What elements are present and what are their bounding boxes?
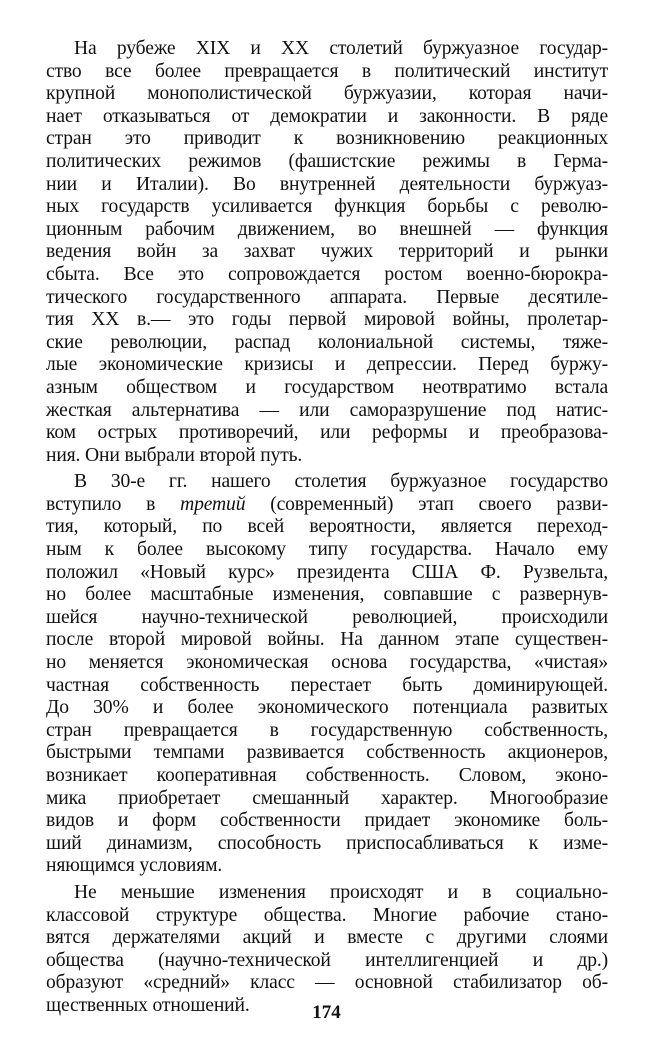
text-line: До 30% и более экономического потенциала развитых	[46, 697, 608, 719]
text-line-with-italic	[46, 494, 608, 517]
body-text	[46, 38, 608, 1022]
paragraph-1	[46, 38, 608, 467]
text-line: мика приобретает смешанный характер. Многообразие	[46, 787, 608, 809]
italic-term: третий	[180, 493, 246, 515]
text-line: стран это приводит к возникновению реакционных	[46, 128, 608, 150]
text-line: после второй мировой войны. На данном этапе существен-	[46, 629, 608, 651]
text-line: крупной монополистической буржуазии, которая начи-	[46, 83, 608, 105]
text-line: ство все более превращается в политический институт	[46, 60, 608, 82]
text-line: нии и Италии). Во внутренней деятельности буржуаз-	[46, 173, 608, 195]
text-line: классовой структуре общества. Многие рабочие стано-	[46, 904, 608, 926]
text-line: видов и форм собственности придает экономике боль-	[46, 810, 608, 832]
text-line: частная собственность перестает быть доминирующей.	[46, 674, 608, 696]
text-line: няющимся условиям.	[46, 855, 223, 877]
text-segment: вступило в	[46, 493, 181, 515]
text-line: ший динамизм, способность приспосабливаться к изме-	[46, 832, 608, 854]
text-line: но более масштабные изменения, совпавшие с развернув-	[46, 584, 608, 606]
text-line: В 30-е гг. нашего столетия буржуазное государство	[74, 471, 608, 493]
text-line: шейся научно-технической революцией, происходили	[46, 606, 608, 628]
text-line: ционным рабочим движением, во внешней — функция	[46, 218, 608, 240]
paragraph-3	[46, 882, 608, 1018]
text-line: положил «Новый курс» президента США Ф. Рузвельта,	[46, 561, 608, 583]
text-line: возникает кооперативная собственность. Словом, эконо-	[46, 765, 608, 786]
text-line: вятся держателями акций и вместе с другими слоями	[46, 927, 608, 949]
text-line: жесткая альтернатива — или саморазрушение под натис-	[46, 399, 608, 421]
text-line: образуют «средний» класс — основной стабилизатор об-	[46, 972, 608, 994]
text-line: стран превращается в государственную собственность,	[46, 719, 608, 741]
text-line: нает отказываться от демократии и законности. В ряде	[46, 105, 608, 127]
text-line: сбыта. Все это сопровождается ростом военно-бюрокра-	[46, 263, 608, 285]
text-line: тия, который, по всей вероятности, является переход-	[46, 516, 608, 538]
text-line: быстрыми темпами развивается собственность акционеров,	[46, 742, 608, 764]
text-line: ных государств усиливается функция борьбы с револю-	[46, 196, 608, 218]
text-line: ком острых противоречий, или реформы и преобразова-	[46, 422, 608, 444]
text-line: тического государственного аппарата. Первые десятиле-	[46, 286, 608, 308]
text-line: ным к более высокому типу государства. Начало ему	[46, 539, 608, 561]
text-line: ведения войн за захват чужих территорий и рынки	[46, 241, 608, 263]
text-line: политических режимов (фашистские режимы в Герма-	[46, 150, 608, 172]
text-line: Не меньшие изменения происходят и в социально-	[74, 881, 608, 903]
text-line: тия XX в.— это годы первой мировой войны, пролетар-	[46, 309, 608, 331]
paragraph-2	[46, 471, 608, 878]
text-line: общества (научно-технической интеллигенцией и др.)	[46, 949, 608, 971]
text-line: На рубеже XIX и XX столетий буржуазное государ-	[74, 38, 608, 59]
text-line: ские революции, распад колониальной системы, тяже-	[46, 331, 608, 353]
text-line: ния. Они выбрали второй путь.	[46, 444, 303, 466]
text-line: но меняется экономическая основа государства, «чистая»	[46, 652, 608, 674]
text-segment: (современный) этап своего разви-	[245, 493, 608, 515]
page-number: 174	[312, 1002, 341, 1023]
text-line: щественных отношений.	[46, 994, 250, 1016]
text-line: азным обществом и государством неотвратимо встала	[46, 376, 608, 398]
text-line: лые экономические кризисы и депрессии. Перед буржу-	[46, 354, 608, 376]
